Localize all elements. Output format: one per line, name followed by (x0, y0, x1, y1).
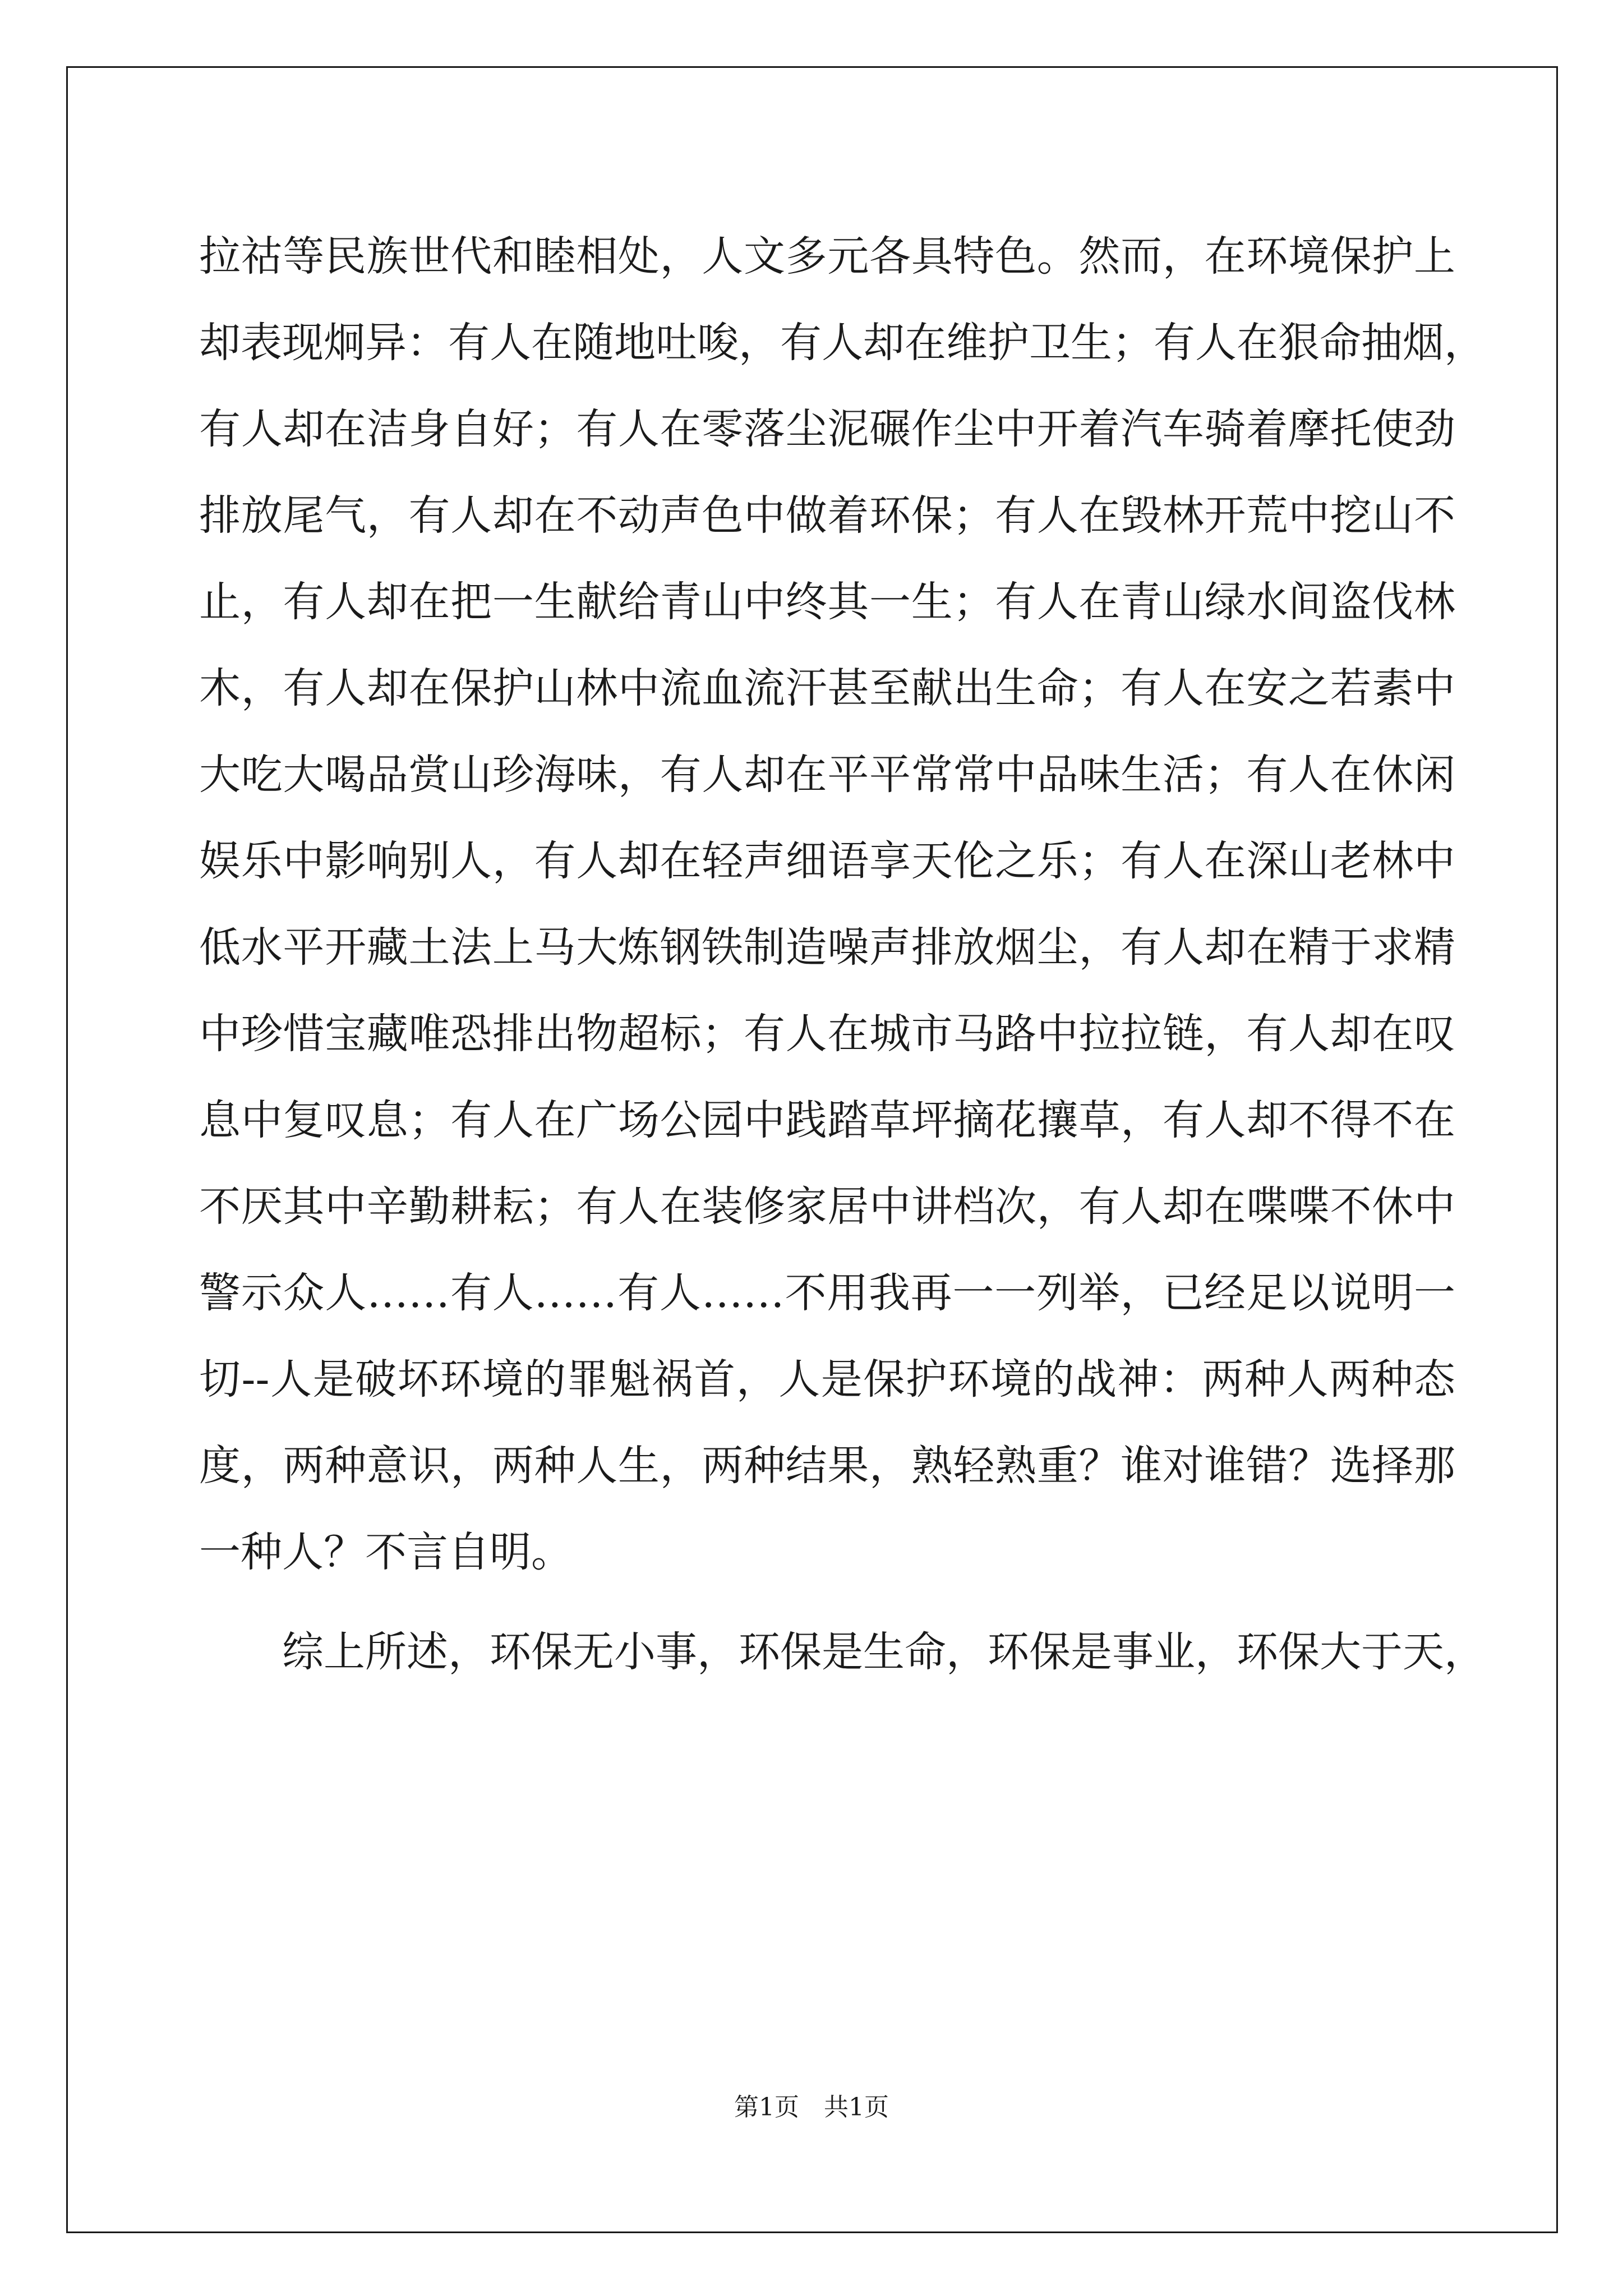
text-line: 拉祜等民族世代和睦相处，人文多元各具特色。然而，在环境保护上 (199, 232, 1455, 280)
text-line: 一种人？不言自明。 (199, 1528, 573, 1576)
text-line: 娱乐中影响别人，有人却在轻声细语享天伦之乐；有人在深山老林中 (199, 837, 1455, 885)
text-line: 息中复叹息；有人在广场公园中践踏草坪摘花攘草，有人却不得不在 (199, 1096, 1455, 1144)
text-line: 中珍惜宝藏唯恐排出物超标；有人在城市马路中拉拉链，有人却在叹 (199, 1010, 1455, 1058)
paragraph-2-line: 综上所述，环保无小事，环保是生命，环保是事业，环保大于天， (282, 1628, 1486, 1676)
text-line: 低水平开藏土法上马大炼钢铁制造噪声排放烟尘，有人却在精于求精 (199, 923, 1455, 972)
text-line: 切--人是破坏环境的罪魁祸首，人是保护环境的战神：两种人两种态 (199, 1355, 1455, 1404)
text-line: 止，有人却在把一生献给青山中终其一生；有人在青山绿水间盗伐林 (199, 578, 1455, 626)
paragraph-gap (199, 1595, 1455, 1609)
document-body (199, 213, 1486, 1695)
text-line: 大吃大喝品赏山珍海味，有人却在平平常常中品味生活；有人在休闲 (199, 751, 1455, 799)
text-line: 警示众人……有人……有人……不用我再一一列举，已经足以说明一 (199, 1269, 1455, 1317)
text-line: 有人却在洁身自好；有人在零落尘泥碾作尘中开着汽车骑着摩托使劲 (199, 405, 1455, 453)
text-line: 不厌其中辛勤耕耘；有人在装修家居中讲档次，有人却在喋喋不休中 (199, 1182, 1455, 1231)
text-line: 木，有人却在保护山林中流血流汗甚至献出生命；有人在安之若素中 (199, 664, 1455, 712)
text-line: 度，两种意识，两种人生，两种结果，熟轻熟重？谁对谁错？选择那 (199, 1442, 1455, 1490)
page-footer: 第1页 共1页 (734, 2093, 889, 2122)
text-line: 排放尾气，有人却在不动声色中做着环保；有人在毁林开荒中挖山不 (199, 491, 1455, 540)
text-line: 却表现炯异：有人在随地吐唆，有人却在维护卫生；有人在狠命抽烟， (199, 319, 1486, 367)
